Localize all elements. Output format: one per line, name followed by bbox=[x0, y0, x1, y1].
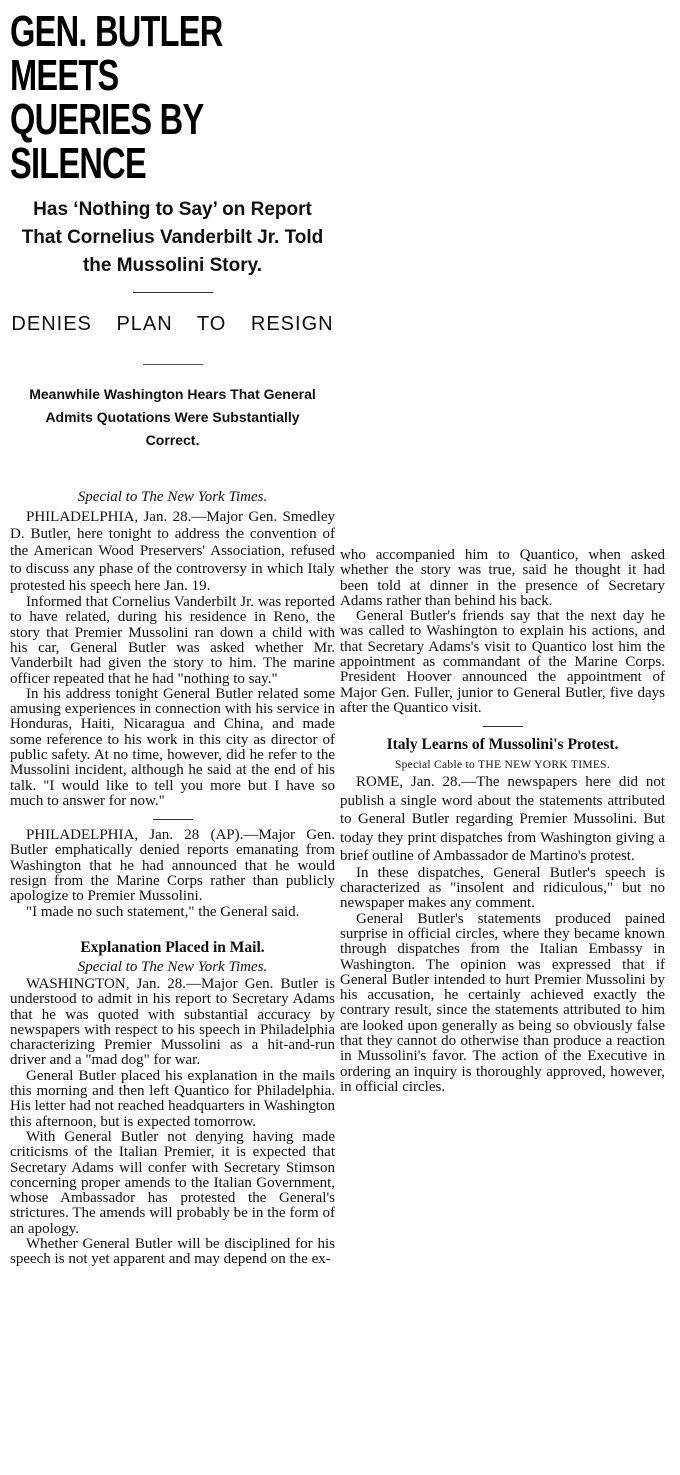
paragraph: "I made no such statement," the General said. bbox=[26, 903, 300, 920]
right-column bbox=[340, 548, 665, 1095]
paragraph: Informed that Cornelius Vanderbilt Jr. was reported to have related, during his residence in Reno, the story that Premier Mussolini ran down a child with his car, General Butler was asked whether Mr. Vanderbilt had given the story to him. The marine officer repeated that he had "nothing to say." bbox=[10, 594, 335, 687]
paragraph: Whether General Butler will be disciplined for his speech is not yet apparent and may depend on the ex- bbox=[10, 1236, 335, 1268]
paragraph: PHILADELPHIA, Jan. 28 (AP).—Major Gen. Butler emphatically denied reports emanating from Washington that he had announced that he would resign from the Marine Corps rather than publicly apologize to Premier Mussolini. bbox=[10, 827, 335, 905]
deck-2-word: DENIES bbox=[11, 313, 92, 335]
divider bbox=[133, 292, 213, 293]
headline-line-2: QUERIES BY SILENCE bbox=[10, 95, 203, 188]
deck-2-word: RESIGN bbox=[250, 313, 334, 335]
divider bbox=[483, 726, 523, 727]
deck-2-word: PLAN bbox=[116, 313, 173, 335]
divider bbox=[153, 819, 193, 820]
paragraph: In his address tonight General Butler related some amusing experiences in connection with his service in Honduras, Haiti, Nicaragua and China, and made some reference to his work in this city as director of public safety. At no time, however, did he refer to the Mussolini incident, although he said at the end of his talk. "I would like to tell you more but I have so much to answer for now." bbox=[10, 685, 335, 809]
paragraph: General Butler placed his explanation in the mails this morning and then left Quantico for Philadelphia. His letter had not reached headquarters in Washington this afternoon, but is expected tomorrow. bbox=[10, 1067, 335, 1130]
paragraph: General Butler's friends say that the next day he was called to Washington to explain his actions, and that Secretary Adams's visit to Quantico lost him the appointment as commandant of the Marine Corps. President Hoover announced the appointment of Major Gen. Fuller, junior to General Butler, five days after the Quantico visit. bbox=[340, 608, 665, 716]
paragraph: PHILADELPHIA, Jan. 28.—Major Gen. Smedley D. Butler, here tonight to address the convention of the American Wood Preservers' Association, refused to discuss any phase of the controversy in which Italy protested his speech here Jan. 19. bbox=[10, 509, 335, 594]
paragraph: WASHINGTON, Jan. 28.—Major Gen. Butler is understood to admit in his report to Secretary Adams that he was quoted with substantial accuracy by newspapers with respect to his speech in Philadelphia characterizing Premier Mussolini as a hit-and-run driver and a "mad dog" for war. bbox=[10, 975, 335, 1069]
paragraph: ROME, Jan. 28.—The newspapers here did not publish a single word about the statements attributed to General Butler regarding Premier Mussolini. But today they print dispatches from Washington giving a brief outline of Ambassador de Martino's protest. bbox=[340, 774, 665, 865]
deck-2-word: TO bbox=[196, 313, 227, 335]
credit-line: Special Cable to THE NEW YORK TIMES. bbox=[394, 759, 611, 772]
credit-line: Special to The New York Times. bbox=[77, 489, 268, 505]
paragraph: who accompanied him to Quantico, when asked whether the story was true, said he thought it had been told at dinner in the presence of Secretary Adams rather than behind his back. bbox=[340, 547, 665, 609]
headline bbox=[10, 7, 336, 188]
paragraph: General Butler's statements produced pained surprise in official circles, where they became known through dispatches from the Italian Embassy in Washington. The opinion was expressed that if General Butler intended to hurt Premier Mussolini by his accusation, he certainly achieved exactly the contrary result, since the statements attributed to him are looked upon generally as being so obviously false that they cannot do otherwise than produce a reaction in Mussolini's favor. The action of the Executive in ordering an inquiry is thoroughly approved, however, in official circles. bbox=[340, 910, 665, 1095]
deck-3: Meanwhile Washington Hears That General Admits Quotations Were Substantially Correct. bbox=[29, 386, 316, 448]
subheading: Explanation Placed in Mail. bbox=[80, 938, 265, 956]
subheading: Italy Learns of Mussolini's Protest. bbox=[386, 736, 619, 754]
deck-1: Has ‘Nothing to Say’ on Report That Cornelius Vanderbilt Jr. Told the Mussolini Story. bbox=[21, 199, 324, 276]
paragraph: In these dispatches, General Butler's speech is characterized as "insolent and ridiculous," but no newspaper makes any comment. bbox=[340, 864, 665, 912]
credit-line: Special to The New York Times. bbox=[77, 958, 268, 975]
divider bbox=[143, 364, 203, 365]
paragraph: With General Butler not denying having made criticisms of the Italian Premier, it is expected that Secretary Adams will confer with Secretary Stimson concerning proper amends to the Italian Government, whose Ambassador has protested the General's strictures. The amends will probably be in the form of an apology. bbox=[10, 1128, 335, 1237]
left-column bbox=[10, 0, 335, 1268]
deck-2 bbox=[10, 313, 335, 336]
headline-line-1: GEN. BUTLER MEETS bbox=[10, 7, 223, 100]
